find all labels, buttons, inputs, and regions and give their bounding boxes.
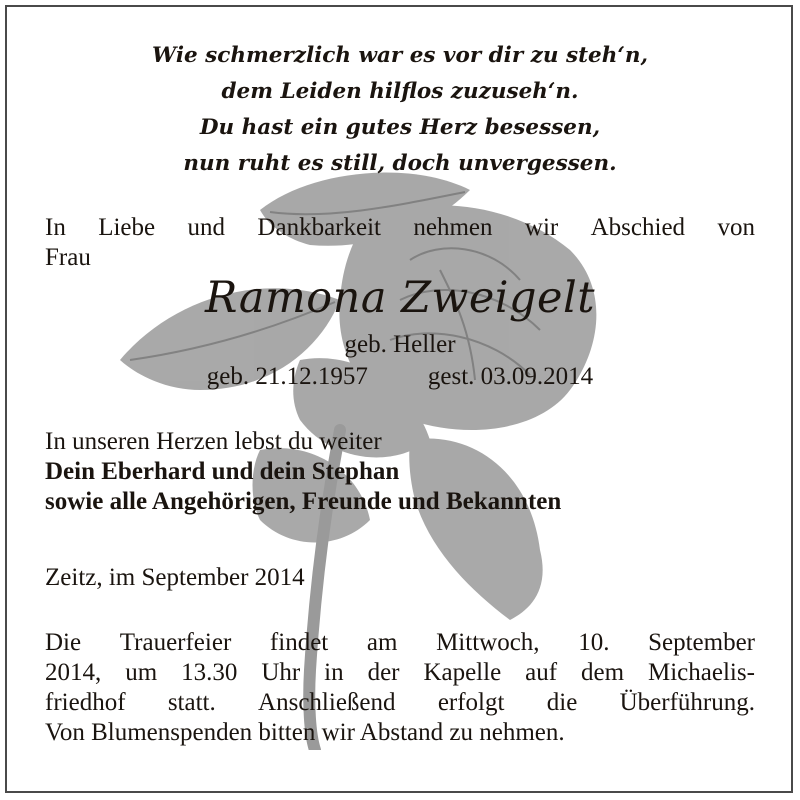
word: Liebe	[98, 214, 156, 241]
word: am	[366, 629, 398, 656]
intro-line: Frau	[45, 244, 91, 271]
funeral-service-info	[45, 628, 755, 748]
intro-text	[45, 213, 755, 273]
service-line	[45, 628, 755, 658]
maiden-name: geb. Heller	[344, 331, 456, 358]
intro-line	[45, 213, 755, 243]
word: Mittwoch,	[436, 629, 540, 656]
notice-content	[45, 0, 755, 800]
place-date: Zeitz, im September 2014	[45, 564, 305, 591]
word: Die	[45, 629, 82, 656]
word: die	[546, 689, 578, 716]
poem	[45, 38, 755, 182]
mourners-intro: In unseren Herzen lebst du weiter	[45, 428, 382, 455]
word: Michaelis-	[648, 659, 755, 686]
word: Trauerfeier	[119, 629, 232, 656]
word: um	[125, 659, 158, 686]
word: In	[45, 214, 66, 241]
word: 13.30	[181, 659, 238, 686]
mourners-family: Dein Eberhard und dein Stephan	[45, 458, 400, 485]
poem-line: dem Leiden hilflos zuzuseh‘n.	[221, 79, 579, 104]
deceased-name: Ramona Zweigelt	[204, 273, 596, 323]
word: wir	[524, 214, 559, 241]
word: auf	[525, 659, 558, 686]
birth-date: geb. 21.12.1957	[206, 363, 368, 390]
word: Dankbarkeit	[257, 214, 381, 241]
service-line	[45, 658, 755, 688]
death-date: gest. 03.09.2014	[427, 363, 594, 390]
word: findet	[269, 629, 329, 656]
word: erfolgt	[437, 689, 505, 716]
word: Abschied	[590, 214, 686, 241]
word: Kapelle	[423, 659, 502, 686]
mourners	[45, 427, 755, 517]
word: nehmen	[413, 214, 493, 241]
word: 10.	[578, 629, 610, 656]
life-dates	[45, 362, 755, 392]
service-line	[45, 688, 755, 718]
word: Uhr	[261, 659, 301, 686]
word: Überführung.	[619, 689, 755, 716]
service-line: Von Blumenspenden bitten wir Abstand zu nehmen.	[45, 719, 565, 746]
word: statt.	[167, 689, 216, 716]
word: von	[717, 214, 755, 241]
word: in	[324, 659, 344, 686]
poem-line: nun ruht es still, doch unvergessen.	[183, 151, 617, 176]
word: der	[367, 659, 400, 686]
word: September	[648, 629, 755, 656]
word: 2014,	[45, 659, 102, 686]
word: und	[187, 214, 226, 241]
poem-line: Du hast ein gutes Herz besessen,	[199, 115, 601, 140]
word: Anschließend	[258, 689, 396, 716]
mourners-others: sowie alle Angehörigen, Freunde und Bekannten	[45, 488, 562, 515]
word: dem	[581, 659, 625, 686]
word: friedhof	[45, 689, 126, 716]
poem-line: Wie schmerzlich war es vor dir zu steh‘n,	[152, 43, 648, 68]
